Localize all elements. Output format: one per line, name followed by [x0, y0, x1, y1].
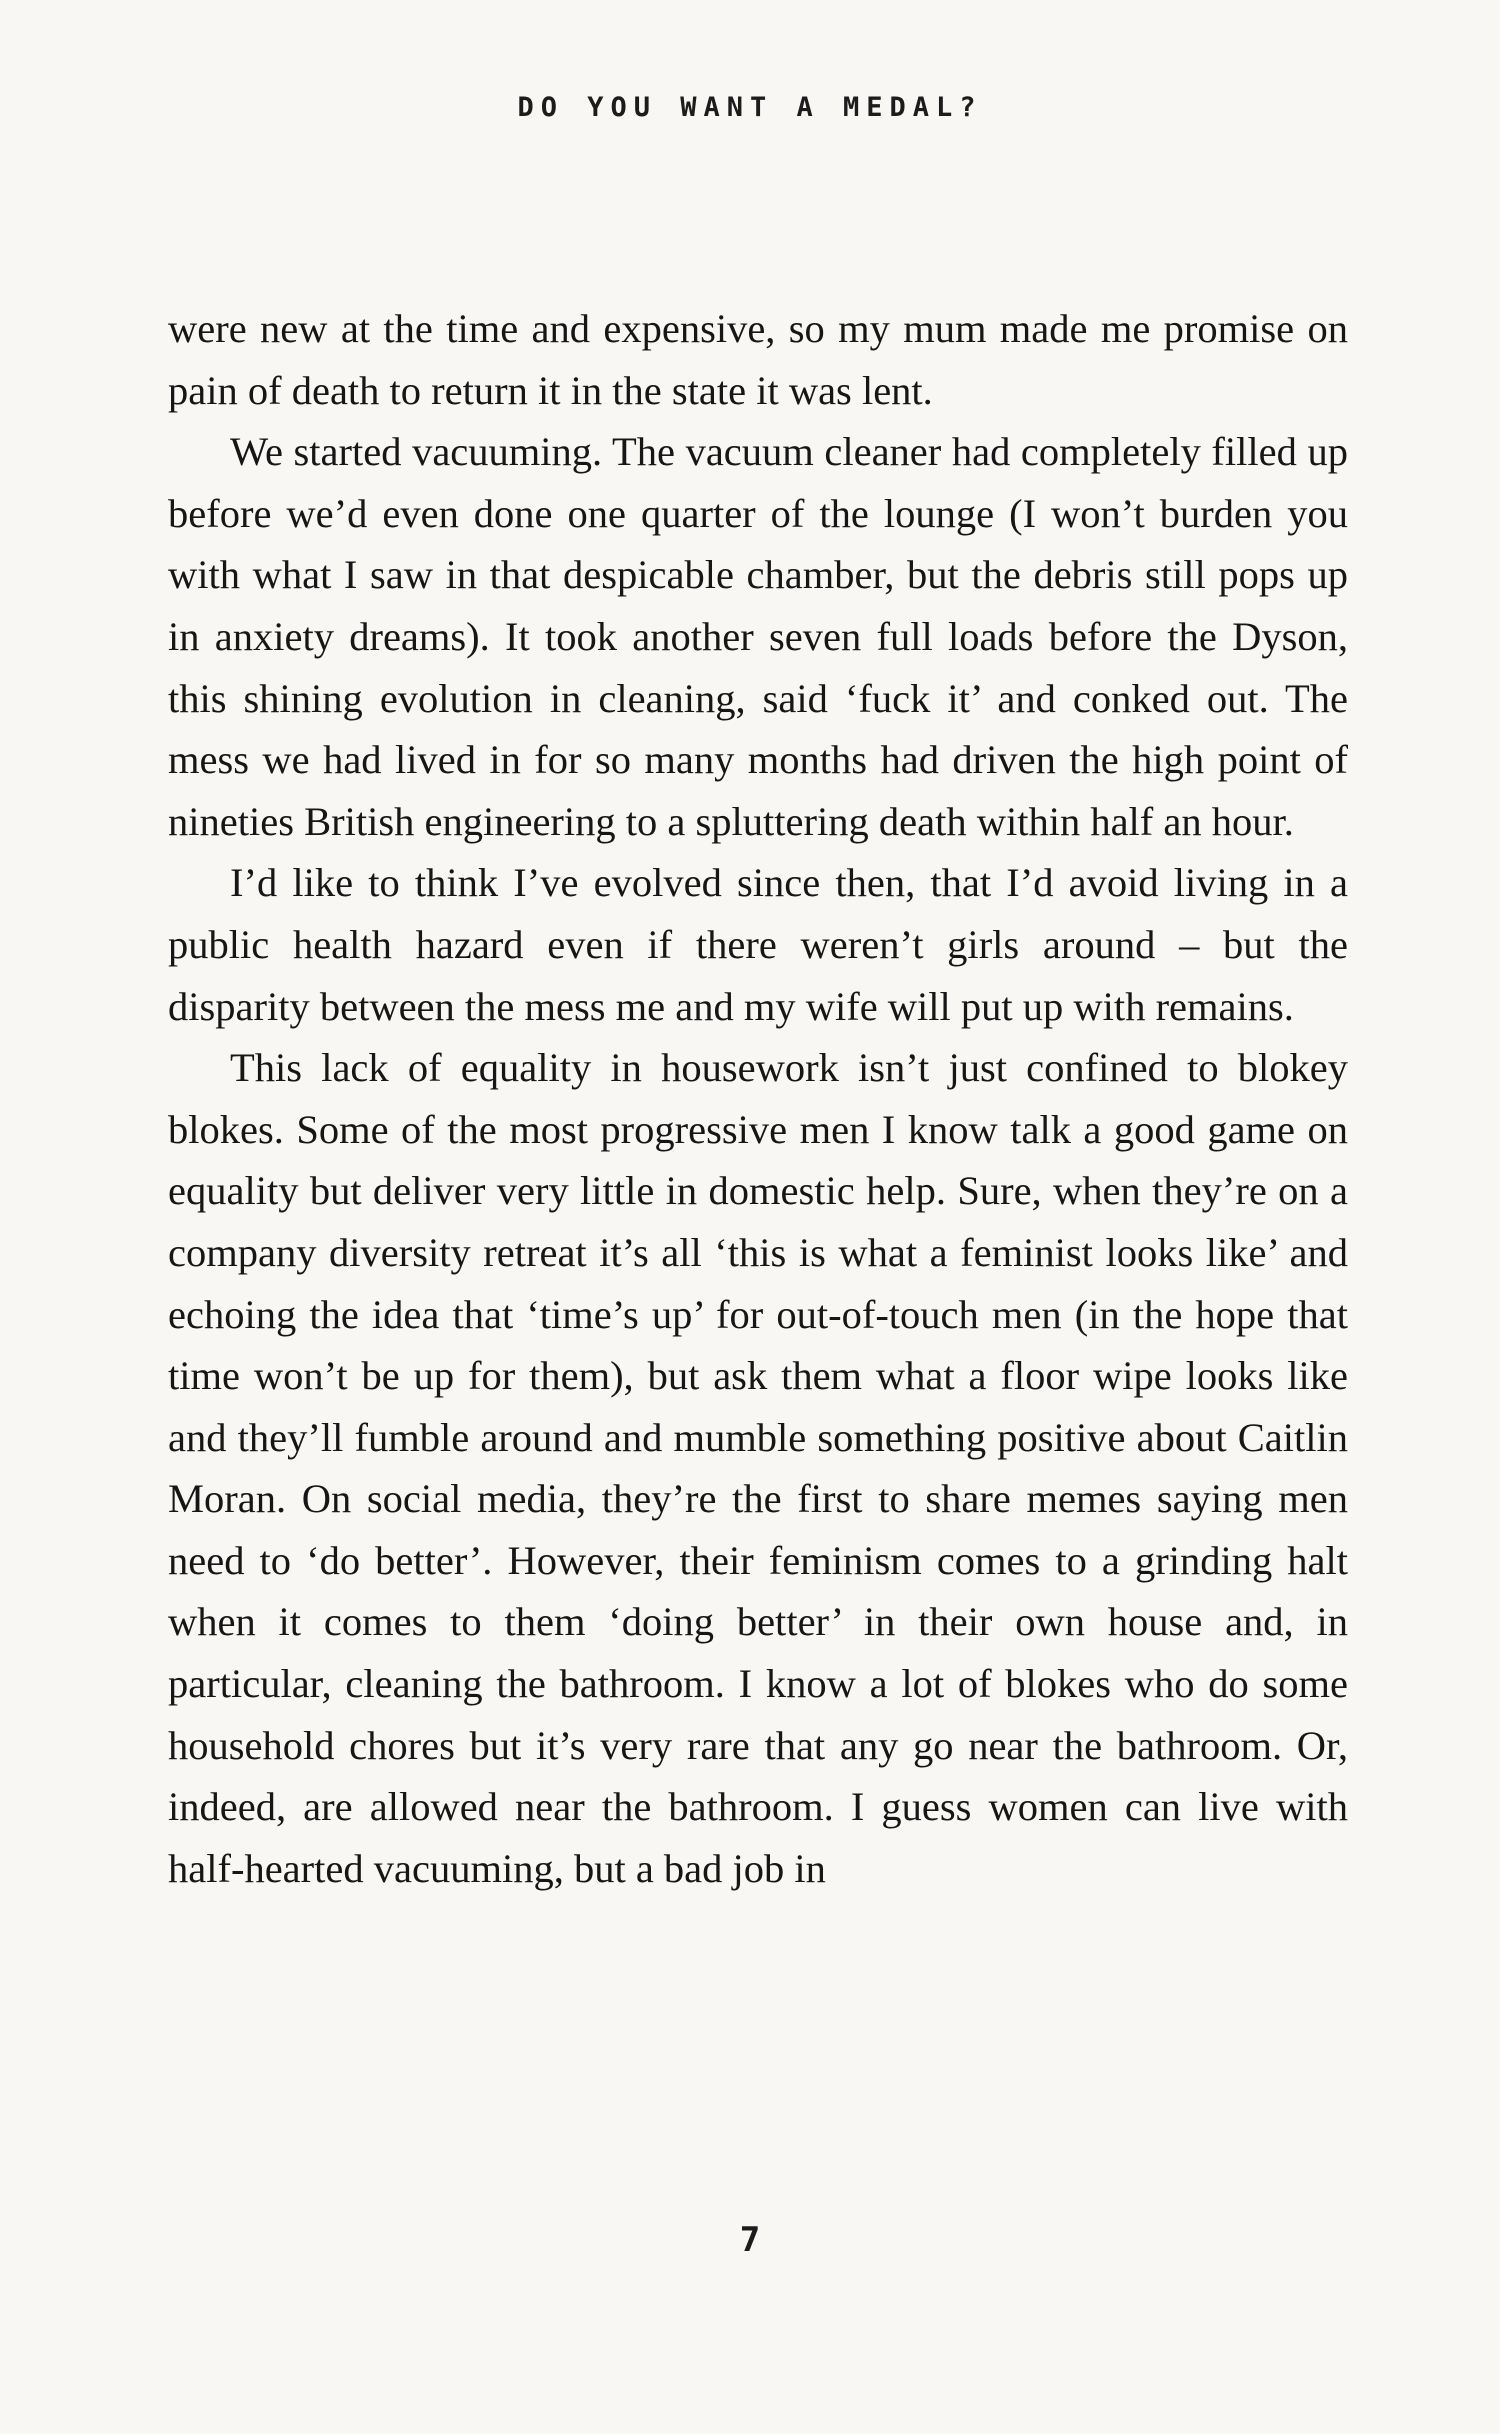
body-text [168, 298, 1348, 1899]
paragraph: I’d like to think I’ve evolved since then, that I’d avoid living in a public health hazard even if there weren’t girls around – but the disparity between the mess me and my wife will put up with remains. [168, 860, 1348, 1029]
paragraph: This lack of equality in housework isn’t just confined to blokey blokes. Some of the most progressive men I know talk a good game on equality but deliver very little in domestic help. Sure, when they’re on a company diversity retreat it’s all ‘this is what a feminist looks like’ and echoing the idea that ‘time’s up’ for out-of-touch men (in the hope that time won’t be up for them), but ask them what a floor wipe looks like and they’ll fumble around and mumble something positive about Caitlin Moran. On social media, they’re the first to share memes saying men need to ‘do better’. However, their feminism comes to a grinding halt when it comes to them ‘doing better’ in their own house and, in particular, cleaning the bathroom. I know a lot of blokes who do some household chores but it’s very rare that any go near the bathroom. Or, indeed, are allowed near the bathroom. I guess women can live with half-hearted vacuuming, but a bad job in [168, 1045, 1348, 1891]
paragraph: We started vacuuming. The vacuum cleaner had completely filled up before we’d even done one quarter of the lounge (I won’t burden you with what I saw in that despicable chamber, but the debris still pops up in anxiety dreams). It took another seven full loads before the Dyson, this shining evolution in cleaning, said ‘fuck it’ and conked out. The mess we had lived in for so many months had driven the high point of nineties British engineering to a spluttering death within half an hour. [168, 429, 1348, 844]
paragraph-continued: were new at the time and expensive, so my mum made me promise on pain of death to return it in the state it was lent. [168, 306, 1348, 413]
running-head: DO YOU WANT A MEDAL? [517, 92, 983, 123]
page-number: 7 [739, 2220, 761, 2260]
